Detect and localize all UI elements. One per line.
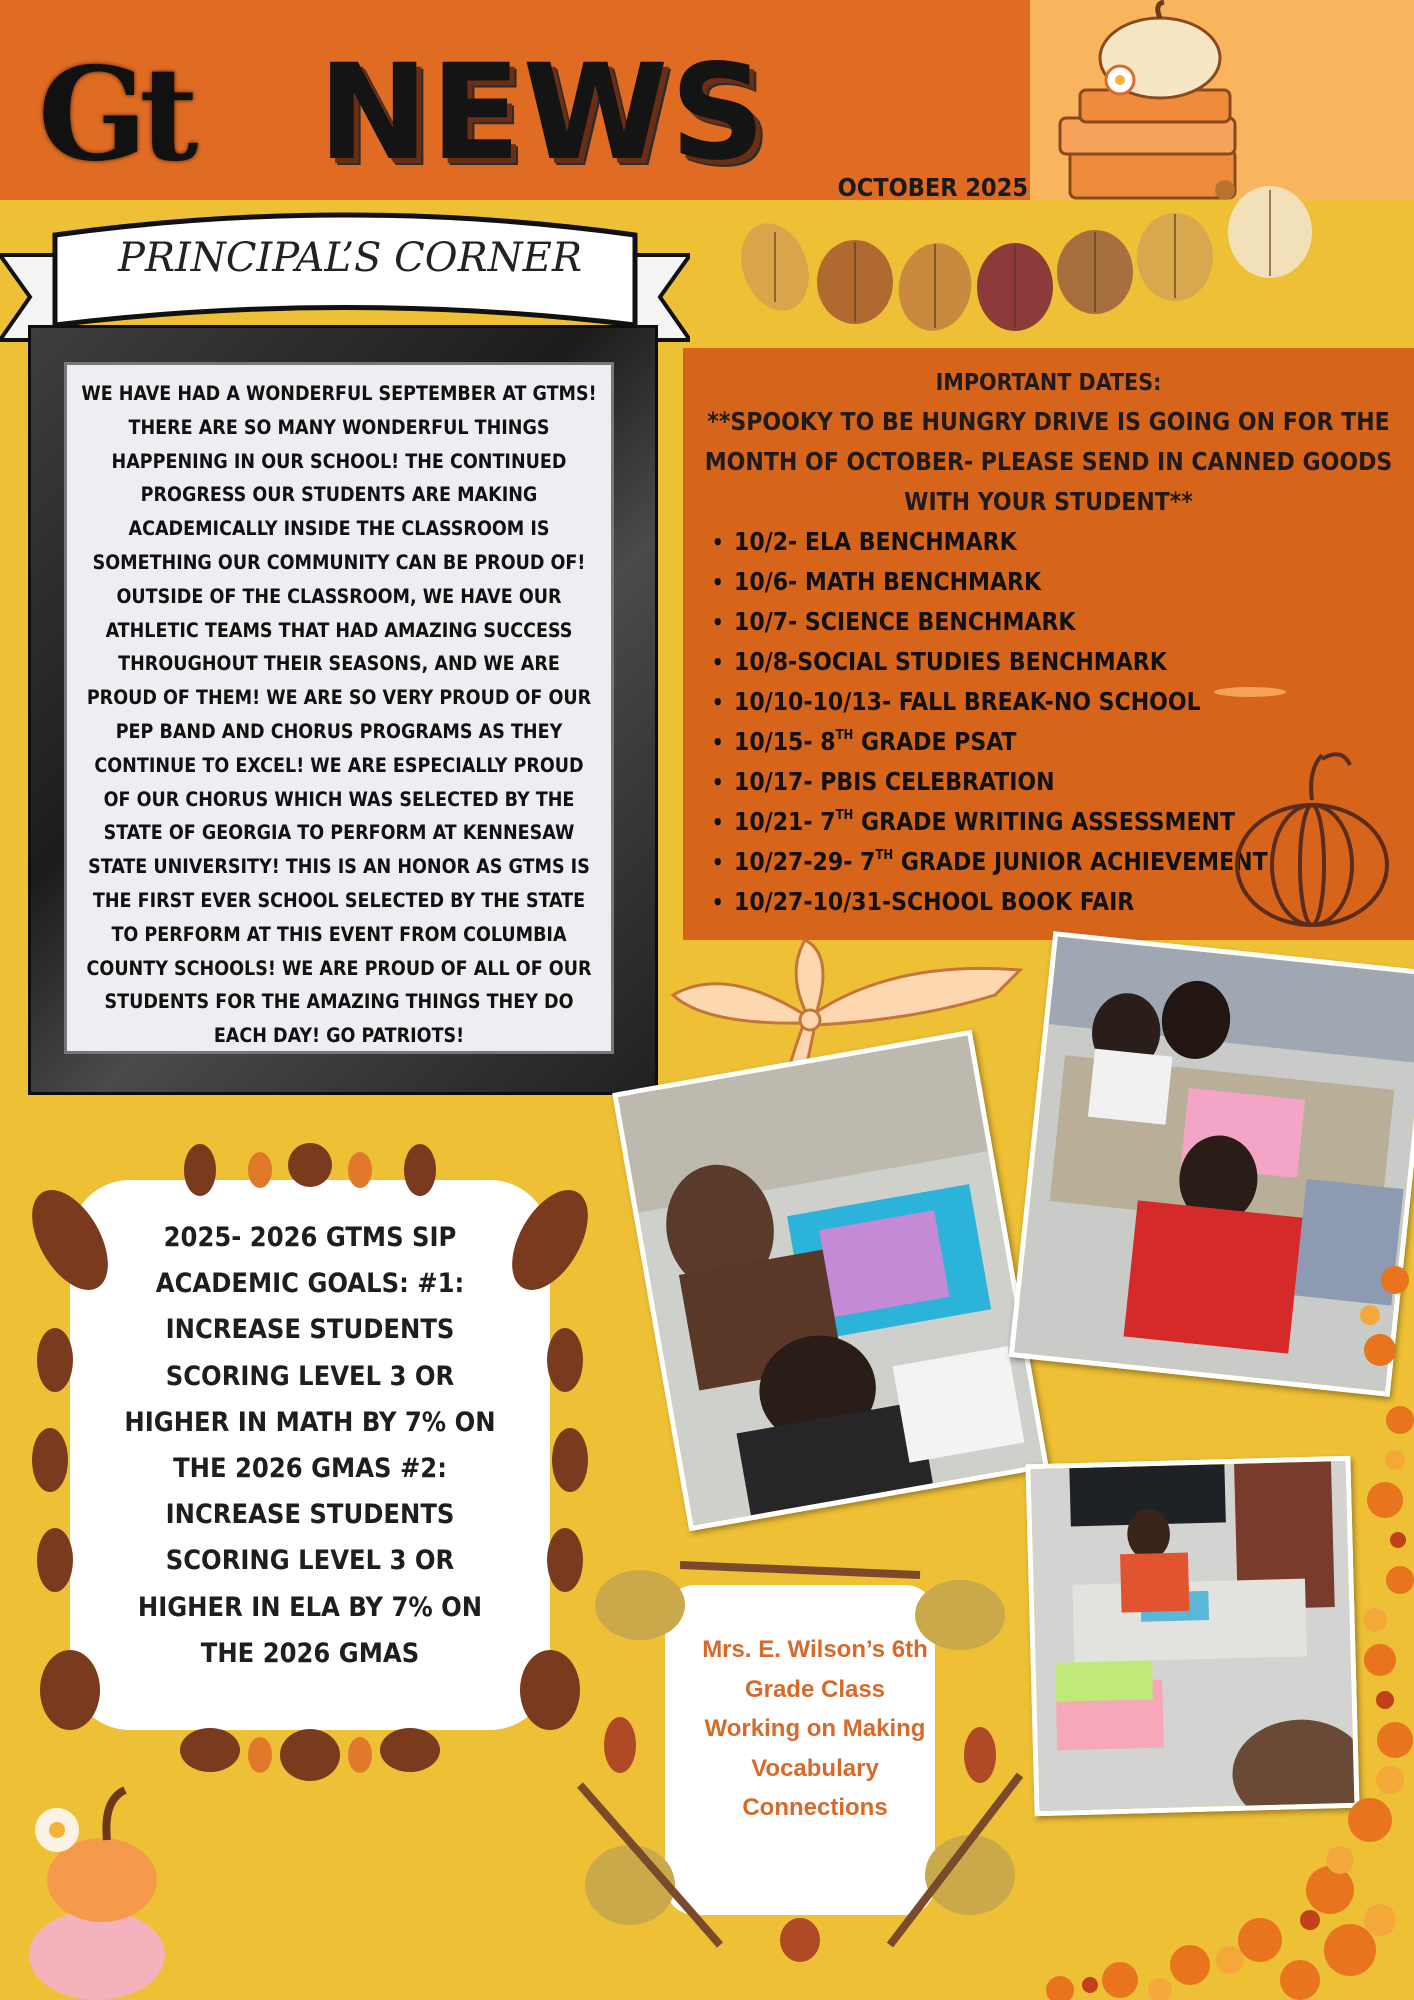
- date-text: 10/10-10/13- FALL BREAK-NO SCHOOL: [734, 687, 1201, 716]
- ordinal-suffix: TH: [835, 808, 854, 823]
- bullet-icon: •: [712, 570, 724, 594]
- date-item: [712, 522, 1362, 562]
- date-text-continued: GRADE WRITING ASSESSMENT: [853, 807, 1235, 836]
- class-photo-caption: Mrs. E. Wilson’s 6th Grade Class Working on Making Vocabulary Connections: [702, 1636, 928, 1821]
- principal-message: WE HAVE HAD A WONDERFUL SEPTEMBER AT GTMS! THERE ARE SO MANY WONDERFUL THINGS HAPPENING IN OUR SCHOOL! THE CONTINUED PROGRESS OUR STUDENTS ARE MAKING ACADEMICALLY INSIDE THE CLASSROOM IS SOMETHING OUR COMMUNITY CAN BE PROUD OF! OUTSIDE OF THE CLASSROOM, WE HAVE OUR ATHLETIC TEAMS THAT HAD AMAZING SUCCESS THROUGHOUT THEIR SEASONS, AND WE ARE PROUD OF THEM! WE ARE SO VERY PROUD OF OUR PEP BAND AND CHORUS PROGRAMS AS THEY CONTINUE TO EXCEL! WE ARE ESPECIALLY PROUD OF OUR CHORUS WHICH WAS SELECTED BY THE STATE OF GEORGIA TO PERFORM AT KENNESAW STATE UNIVERSITY! THIS IS AN HONOR AS GTMS IS THE FIRST EVER SCHOOL SELECTED BY THE STATE TO PERFORM AT THIS EVENT FROM COLUMBIA COUNTY SCHOOLS! WE ARE PROUD OF ALL OF OUR STUDENTS FOR THE AMAZING THINGS THEY DO EACH DAY! GO PATRIOTS!: [81, 382, 597, 1048]
- maple-leaves-icon: [1000, 1220, 1414, 2000]
- date-text: 10/17- PBIS CELEBRATION: [734, 767, 1055, 796]
- date-text: 10/21- 7: [734, 807, 836, 836]
- smudge-mark: [1210, 684, 1290, 700]
- principal-message-box: [64, 362, 614, 1054]
- date-item: [712, 602, 1362, 642]
- pumpkin-stack-icon: [22, 1770, 172, 2000]
- date-text: 10/6- MATH BENCHMARK: [734, 567, 1042, 596]
- date-text: 10/8-SOCIAL STUDIES BENCHMARK: [734, 647, 1167, 676]
- date-text: 10/27-29- 7: [734, 847, 876, 876]
- bullet-icon: •: [712, 690, 724, 714]
- date-text: 10/2- ELA BENCHMARK: [734, 527, 1017, 556]
- academic-goals-text: 2025- 2026 GTMS SIP ACADEMIC GOALS: #1: INCREASE STUDENTS SCORING LEVEL 3 OR HIGHER IN MATH BY 7% ON THE 2026 GMAS #2: INCREASE STUDENTS SCORING LEVEL 3 OR HIGHER IN ELA BY 7% ON THE 2026 GMAS: [124, 1222, 496, 1669]
- date-text-continued: GRADE JUNIOR ACHIEVEMENT: [893, 847, 1268, 876]
- bullet-icon: •: [712, 770, 724, 794]
- date-text-continued: GRADE PSAT: [853, 727, 1017, 756]
- date-text: 10/7- SCIENCE BENCHMARK: [734, 607, 1076, 636]
- autumn-leaves-garland-icon: [735, 172, 1355, 352]
- bullet-icon: •: [712, 530, 724, 554]
- date-item: [712, 562, 1362, 602]
- masthead-gt: Gt: [38, 40, 191, 190]
- ordinal-suffix: TH: [875, 848, 894, 863]
- bullet-icon: •: [712, 650, 724, 674]
- masthead-news: NEWS: [318, 36, 768, 190]
- bullet-icon: •: [712, 730, 724, 754]
- ordinal-suffix: TH: [835, 728, 854, 743]
- section-title-principal: PRINCIPAL’S CORNER: [117, 235, 582, 281]
- bullet-icon: •: [712, 610, 724, 634]
- bullet-icon: •: [712, 890, 724, 914]
- class-photo-1: [612, 1030, 1049, 1532]
- date-item: [712, 642, 1362, 682]
- pumpkin-outline-icon: [1230, 745, 1395, 930]
- bullet-icon: •: [712, 810, 724, 834]
- issue-date: OCTOBER 2025: [837, 173, 1028, 202]
- bullet-icon: •: [712, 850, 724, 874]
- food-drive-note: **SPOOKY TO BE HUNGRY DRIVE IS GOING ON FOR THE MONTH OF OCTOBER- PLEASE SEND IN CANNED GOODS WITH YOUR STUDENT**: [704, 407, 1393, 516]
- date-text: 10/27-10/31-SCHOOL BOOK FAIR: [734, 887, 1135, 916]
- important-dates-heading: IMPORTANT DATES:: [935, 370, 1162, 396]
- date-text: 10/15- 8: [734, 727, 836, 756]
